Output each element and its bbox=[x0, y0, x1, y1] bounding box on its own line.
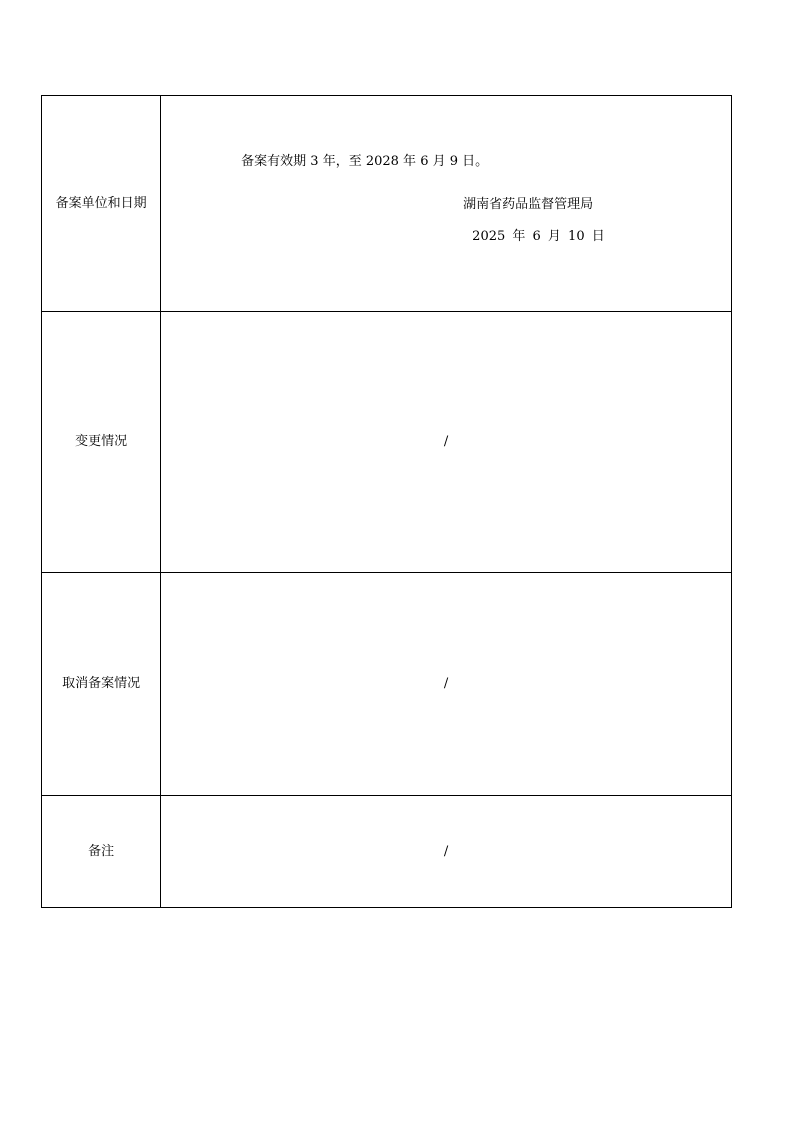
change-status-value: / bbox=[161, 312, 732, 573]
remarks-row bbox=[42, 796, 732, 908]
cancellation-status-row bbox=[42, 573, 732, 796]
remarks-value: / bbox=[161, 796, 732, 908]
change-status-label: 变更情况 bbox=[42, 312, 161, 573]
issuing-authority: 湖南省药品监督管理局 bbox=[463, 197, 594, 212]
filing-date: 2025 年 6 月 10 日 bbox=[472, 229, 605, 244]
filing-details bbox=[161, 96, 731, 311]
change-status-row bbox=[42, 312, 732, 573]
filing-unit-date-row bbox=[42, 96, 732, 312]
cancellation-status-value: / bbox=[161, 573, 732, 796]
validity-statement: 备案有效期 3 年，至 2028 年 6 月 9 日。 bbox=[241, 154, 489, 169]
cancellation-status-label: 取消备案情况 bbox=[42, 573, 161, 796]
filing-record-table bbox=[41, 95, 732, 908]
remarks-label: 备注 bbox=[42, 796, 161, 908]
filing-unit-date-content bbox=[161, 96, 732, 312]
filing-unit-date-label: 备案单位和日期 bbox=[42, 96, 161, 312]
